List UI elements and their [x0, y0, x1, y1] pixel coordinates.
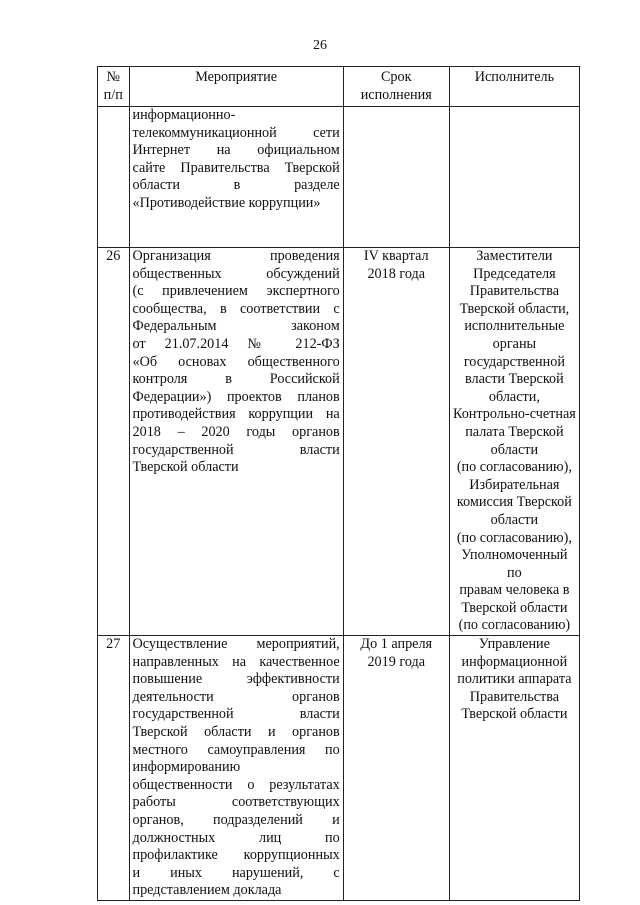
event-line: (с привлечением экспертного	[132, 283, 340, 300]
header-event: Мероприятие	[129, 67, 343, 107]
event-line: органов, подразделений и	[132, 812, 340, 828]
executor-line: органы	[492, 335, 537, 352]
header-executor: Исполнитель	[449, 67, 579, 107]
executor-line: Правительства	[469, 688, 560, 705]
executor-line: Уполномоченный по	[461, 547, 568, 581]
term-cell	[343, 107, 449, 248]
executor-line: Тверской области	[461, 706, 568, 723]
event-line: Тверской области и органов	[132, 724, 340, 741]
executor-line: Председателя	[473, 265, 556, 282]
term-line: 2019 года	[367, 653, 426, 670]
event-line: и иных нарушений, с	[132, 864, 340, 881]
event-line: информированию	[132, 759, 241, 776]
event-line: сайте Правительства Тверской	[132, 159, 340, 176]
event-line: противодействия коррупции на	[132, 406, 340, 423]
event-line: государственной власти	[132, 706, 340, 723]
executor-line: области	[490, 511, 539, 528]
executor-line: области	[490, 441, 539, 458]
event-line: «Противодействие коррупции»	[132, 194, 321, 211]
table-header-row	[98, 67, 580, 107]
event-line: повышение эффективности	[132, 671, 340, 688]
measures-table	[97, 66, 580, 901]
executor-line: комиссия Тверской	[456, 494, 572, 511]
executor-line: Контрольно-счетная	[452, 406, 576, 423]
event-line: общественности о результатах	[132, 776, 340, 793]
event-line: области в разделе	[132, 177, 340, 194]
executor-line: (по согласованию)	[458, 617, 571, 634]
event-line: телекоммуникационной сети	[132, 124, 340, 141]
executor-cell	[449, 636, 579, 901]
event-line: Интернет на официальном	[132, 142, 340, 159]
event-line: контроля в Российской	[132, 371, 340, 388]
executor-line: области,	[488, 388, 540, 405]
table-body	[98, 107, 580, 901]
event-line: 2018 – 2020 годы органов	[132, 423, 340, 440]
event-line: «Об основах общественного	[132, 353, 340, 370]
event-line: информационно-	[132, 107, 236, 123]
executor-line: (по согласованию),	[456, 529, 572, 546]
header-term: Срок исполнения	[343, 67, 449, 107]
executor-line: исполнительные	[464, 318, 565, 335]
executor-line: (по согласованию),	[456, 459, 572, 476]
executor-line: политики аппарата	[457, 671, 572, 688]
event-line: Осуществление мероприятий,	[132, 636, 340, 653]
event-line: государственной власти	[132, 441, 340, 458]
executor-cell	[449, 248, 579, 636]
executor-line: власти Тверской	[465, 371, 564, 388]
event-line: Федеральным законом	[132, 318, 340, 335]
term-cell	[343, 248, 449, 636]
event-line: должностных лиц по	[132, 829, 340, 846]
executor-line: правам человека в	[459, 582, 570, 599]
executor-line: информационной	[461, 653, 568, 670]
row-number: 26	[98, 248, 130, 636]
event-line: Тверской области	[132, 459, 239, 476]
term-line: 2018 года	[367, 265, 426, 282]
event-line: Федерации») проектов планов	[132, 388, 340, 405]
event-line: от 21.07.2014 № 212-ФЗ	[132, 335, 340, 352]
table-row	[98, 248, 580, 636]
event-line: Организация проведения	[132, 248, 340, 264]
event-cell	[129, 248, 343, 636]
term-cell	[343, 636, 449, 901]
event-cell	[129, 636, 343, 901]
table-row	[98, 636, 580, 901]
event-line: сообщества, в соответствии с	[132, 300, 340, 317]
executor-line: Заместители	[476, 248, 553, 264]
event-line: деятельности органов	[132, 688, 340, 705]
executor-line: Избирательная	[469, 476, 560, 493]
page-number: 26	[313, 38, 327, 53]
executor-line: Управление	[478, 636, 550, 653]
executor-line: Тверской области	[461, 599, 568, 616]
term-line: IV квартал	[363, 248, 429, 264]
event-line: направленных на качественное	[132, 653, 340, 670]
table-row	[98, 107, 580, 248]
event-line: профилактике коррупционных	[132, 847, 340, 864]
event-line: местного самоуправления по	[132, 741, 340, 758]
executor-line: Тверской области,	[459, 300, 570, 317]
row-number: 27	[98, 636, 130, 901]
event-line: работы соответствующих	[132, 794, 340, 811]
event-line: представлением доклада	[132, 882, 282, 899]
executor-line: Правительства	[469, 283, 560, 300]
executor-cell	[449, 107, 579, 248]
executor-line: палата Тверской	[465, 423, 564, 440]
header-num: № п/п	[98, 67, 130, 107]
executor-line: государственной	[463, 353, 565, 370]
term-line: До 1 апреля	[360, 636, 433, 653]
event-cell	[129, 107, 343, 248]
row-number	[98, 107, 130, 248]
event-line: общественных обсуждений	[132, 265, 340, 282]
